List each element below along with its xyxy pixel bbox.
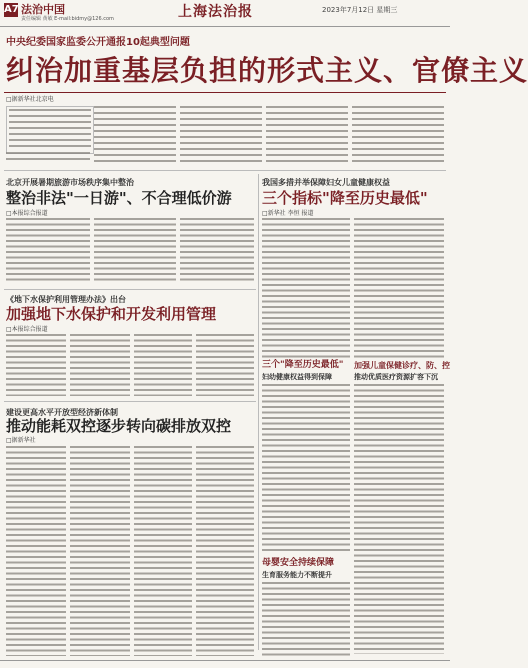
children-body-col3 xyxy=(262,384,350,552)
lead-abstract-text xyxy=(9,109,91,151)
groundwater-headline: 加强地下水保护和开发利用管理 xyxy=(6,305,217,323)
lead-body-col4 xyxy=(266,106,348,166)
masthead: 上海法治报 xyxy=(178,4,253,20)
editor-line: 责任编辑 黄敏 E-mail:bidmy@126.com xyxy=(21,16,114,22)
tourism-byline: □本报综合报道 xyxy=(6,210,48,217)
groundwater-body-col3 xyxy=(134,334,192,396)
children-subhead-1-note: 妇幼健康权益得到保障 xyxy=(262,373,332,381)
children-body-col2 xyxy=(354,218,444,358)
carbon-kicker: 建设更高水平开放型经济新体制 xyxy=(6,408,118,417)
lead-rule xyxy=(4,92,446,93)
children-subhead-2: 加强儿童保健诊疗、防、控 xyxy=(354,361,450,370)
divider xyxy=(4,289,256,290)
carbon-body-col4 xyxy=(196,446,254,656)
lead-kicker: 中央纪委国家监委公开通报10起典型问题 xyxy=(6,37,190,48)
column-divider xyxy=(258,174,259,650)
carbon-headline: 推动能耗双控逐步转向碳排放双控 xyxy=(6,417,232,435)
carbon-body-col3 xyxy=(134,446,192,656)
lead-body-col1 xyxy=(6,152,90,164)
tourism-body-col1 xyxy=(6,218,90,284)
tourism-body-col3 xyxy=(180,218,254,284)
children-subhead-3-note: 生育服务能力不断提升 xyxy=(262,571,332,579)
lead-body-col2 xyxy=(94,106,176,166)
children-headline: 三个指标"降至历史最低" xyxy=(262,189,428,207)
children-subhead-3: 母婴安全持续保障 xyxy=(262,558,335,568)
children-body-col5 xyxy=(262,582,350,656)
groundwater-body-col4 xyxy=(196,334,254,396)
children-subhead-2-note: 推动优质医疗资源扩容下沉 xyxy=(354,373,438,381)
children-subhead-1: 三个"降至历史最低" xyxy=(262,360,344,370)
carbon-body-col2 xyxy=(70,446,130,656)
groundwater-kicker: 《地下水保护利用管理办法》出台 xyxy=(6,295,126,304)
lead-abstract-box xyxy=(6,106,94,154)
lead-body-col5 xyxy=(352,106,444,166)
tourism-body-col2 xyxy=(94,218,176,284)
lead-headline: 纠治加重基层负担的形式主义、官僚主义 xyxy=(6,54,528,87)
groundwater-body-col2 xyxy=(70,334,130,396)
children-kicker: 我国多措并举保障妇女儿童健康权益 xyxy=(262,178,390,187)
section-title: 法治中国 xyxy=(21,3,65,16)
children-body-col4 xyxy=(354,384,444,654)
carbon-byline: □据新华社 xyxy=(6,437,36,444)
lead-byline: □据新华社北京电 xyxy=(6,96,54,103)
footer-rule xyxy=(0,660,450,661)
children-byline: □新华社 李恒 报道 xyxy=(262,210,314,217)
carbon-body-col1 xyxy=(6,446,66,656)
dateline: 2023年7月12日 星期三 xyxy=(322,6,398,14)
tourism-headline: 整治非法"一日游"、不合理低价游 xyxy=(6,189,232,207)
groundwater-byline: □本报综合报道 xyxy=(6,326,48,333)
page-number-tag: A7 xyxy=(4,4,19,15)
groundwater-body-col1 xyxy=(6,334,66,396)
lead-body-col3 xyxy=(180,106,262,166)
children-body-col1 xyxy=(262,218,350,358)
tourism-kicker: 北京开展暑期旅游市场秩序集中整治 xyxy=(6,178,134,187)
divider xyxy=(4,170,446,171)
divider xyxy=(4,401,256,402)
